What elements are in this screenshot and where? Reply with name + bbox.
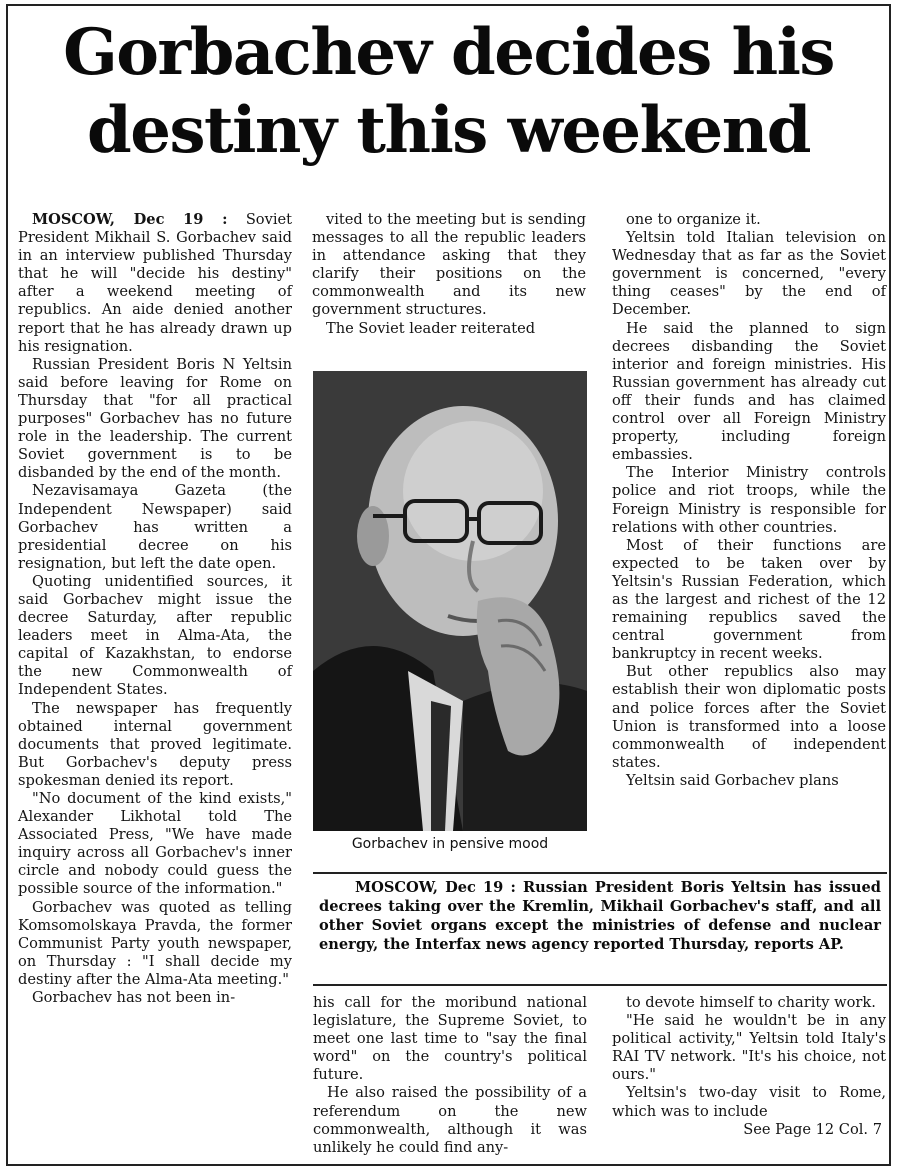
paragraph: The Interior Ministry controls police and riot troops, while the Foreign Ministry is responsible for relations with other countries. [612,464,886,536]
paragraph: MOSCOW, Dec 19 : Soviet President Mikhail S. Gorbachev said in an interview published Thursday that he will "decide his destiny" after a weekend meeting of republics. An aide denied another report that he has already drawn up his resignation. [18,211,293,355]
paragraph: "He said he wouldn't be in any political activity," Yeltsin told Italy's RAI TV network. "It's his choice, not ours." [612,1012,886,1084]
gorbachev-photo [313,371,587,831]
dateline: MOSCOW, Dec 19 : [32,211,228,228]
paragraph: Gorbachev was quoted as telling Komsomolskaya Pravda, the former Communist Party youth newspaper, on Thursday : "I shall decide my destiny after the Alma-Ata meeting." [18,898,292,988]
news-bulletin-box: MOSCOW, Dec 19 : Russian President Boris Yeltsin has issued decrees taking over the Kremlin, Mikhail Gorbachev's staff, and all other Soviet organs except the ministries of defense and nuclear energy, the Interfax news agency reported Thursday, reports AP. [313,872,887,986]
paragraph: But other republics also may establish their won diplomatic posts and police forces after the Soviet Union is transformed into a loose commonwealth of independent states. [612,663,886,771]
paragraph: Gorbachev has not been in- [32,989,236,1007]
article-column-3 [612,211,886,790]
headline-line-1: Gorbachev decides his [63,15,834,90]
bottom-column-3 [612,994,886,1139]
portrait-illustration [313,371,587,831]
paragraph: He also raised the possibility of a referendum on the new commonwealth, although it was unlikely he could find any- [313,1084,587,1156]
paragraph: Nezavisamaya Gazeta (the Independent Newspaper) said Gorbachev has written a presidential decree on his resignation, but left the date open. [18,482,292,572]
headline-line-2: destiny this weekend [87,93,810,168]
continuation-note: See Page 12 Col. 7 [743,1120,882,1138]
paragraph: vited to the meeting but is sending messages to all the republic leaders in attendance asking that they clarify their positions on the commonwealth and its new government structures. [312,211,586,319]
paragraph: his call for the moribund national legislature, the Supreme Soviet, to meet one last time to "say the final word" on the country's political future. [313,994,587,1084]
paragraph: Yeltsin said Gorbachev plans [626,771,839,789]
paragraph: one to organize it. [626,211,761,228]
paragraph: He said the planned to sign decrees disbanding the Soviet interior and foreign ministries. His Russian government has already cut off their funds and has claimed control over all Foreign Ministry property, including foreign embassies. [612,319,886,464]
photo-caption: Gorbachev in pensive mood [351,836,549,852]
paragraph: Russian President Boris N Yeltsin said before leaving for Rome on Thursday that "for all practical purposes" Gorbachev has no future role in the leadership. The current Soviet government is to be disbanded by the end of the month. [18,355,292,482]
paragraph: Yeltsin's two-day visit to Rome, which was to include [612,1084,886,1120]
article-column-1 [18,211,292,1007]
paragraph: The newspaper has frequently obtained internal government documents that proved legitimate. But Gorbachev's deputy press spokesman denied its report. [18,699,292,789]
paragraph: Yeltsin told Italian television on Wednesday that as far as the Soviet government is concerned, "every thing ceases" by the end of December. [612,229,886,319]
bottom-column-2 [313,994,587,1157]
paragraph: Quoting unidentified sources, it said Gorbachev might issue the decree Saturday, after republic leaders meet in Alma-Ata, the capital of Kazakhstan, to endorse the new Commonwealth of Independent States. [18,572,292,699]
paragraph: to devote himself to charity work. [626,994,876,1011]
paragraph: "No document of the kind exists," Alexander Likhotal told The Associated Press, "We have made inquiry across all Gorbachev's inner circle and nobody could guess the possible source of the information." [18,790,292,898]
article-column-2 [312,211,586,338]
headline [8,14,889,170]
paragraph: The Soviet leader reiterated [326,319,536,337]
paragraph: Most of their functions are expected to be taken over by Yeltsin's Russian Federation, which as the largest and richest of the 12 remaining republics saved the central government from bankruptcy in recent weeks. [612,536,886,663]
